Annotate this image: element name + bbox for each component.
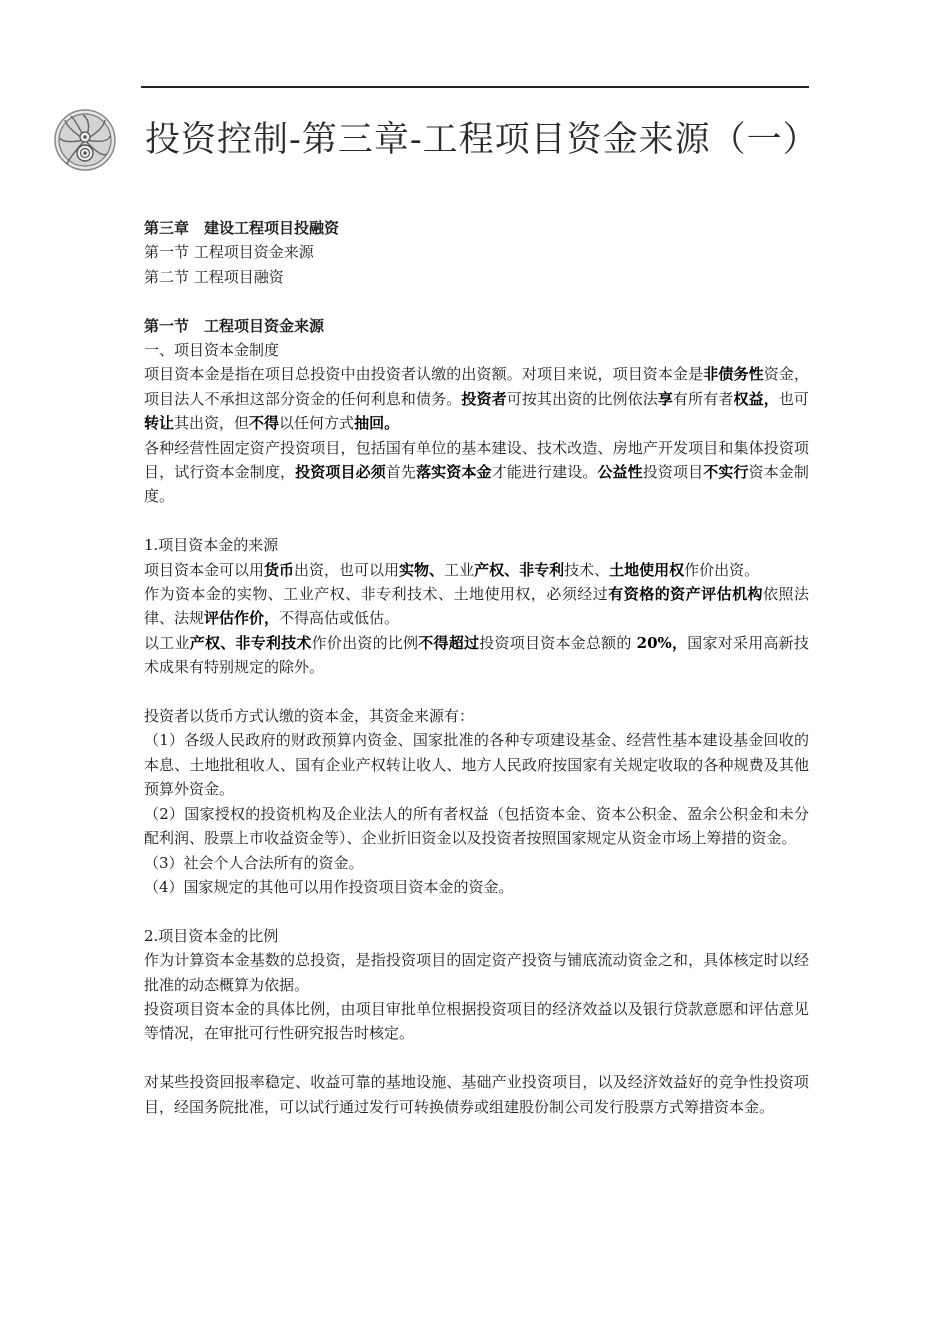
text: 国家对采用高新技术成果有特别规定的除外。 — [144, 633, 809, 677]
rosette-logo-icon — [53, 108, 117, 172]
page-title: 投资控制-第三章-工程项目资金来源（一） — [145, 120, 819, 160]
list-item: （1）各级人民政府的财政预算内资金、国家批准的各种专项建设基金、经营性基本建设基金回收的本息、土地批租收人、国有企业产权转让收人、地方人民政府按国家有关规定收取的各种规费及其他预算外资金。 — [144, 731, 809, 799]
text: 可按其出资的比例依法 — [506, 389, 658, 408]
text: 以工业 — [144, 633, 190, 652]
header-rule — [141, 86, 809, 88]
bold-text: 转让 — [144, 414, 175, 433]
bold-text: 享 — [657, 389, 673, 408]
bold-text: 公益性 — [597, 463, 643, 482]
bold-text: 实物、 — [399, 560, 445, 579]
text: 作价出资的比例 — [311, 633, 419, 652]
subsection-heading: 2.项目资本金的比例 — [144, 926, 279, 945]
text: 首先 — [385, 463, 417, 482]
text: 也可 — [778, 389, 809, 408]
bold-text: 评估作价， — [204, 609, 280, 628]
bold-text: 不得超过 — [418, 633, 480, 652]
document-body — [144, 216, 809, 1119]
paragraph: 投资者以货币方式认缴的资本金，其资金来源有： — [144, 707, 475, 726]
list-item: （2）国家授权的投资机构及企业法人的所有者权益（包括资本金、资本公积金、盈余公积金和未分配利润、股票上市收益资金等）、企业折旧资金以及投资者按照国家规定从资金市场上筹措的资金。 — [144, 804, 809, 848]
chapter-heading: 第三章 建设工程项目投融资 — [144, 219, 340, 237]
text: 不得高估或低估。 — [279, 609, 400, 628]
text: 作为资本金的实物、工业产权、非专利技术、土地使用权，必须经过 — [144, 585, 609, 604]
paragraph — [144, 362, 809, 435]
text: 资金，项目法人不承担这部分资金的任何利息和债务。 — [144, 365, 809, 408]
bold-text: 权益， — [733, 389, 779, 408]
bold-text: 不得 — [249, 414, 280, 433]
text: 项目资本金可以用 — [144, 560, 265, 579]
bold-text: 货币 — [264, 560, 295, 579]
toc-item: 第二节 工程项目融资 — [144, 267, 284, 286]
bold-text: 土地使用权 — [609, 560, 685, 579]
text: 资本金制度。 — [144, 463, 809, 506]
text: 项目资本金是指在项目总投资中由投资者认缴的出资额。对项目来说，项目资本金是 — [144, 365, 704, 384]
bold-text: 产权、非专利技术 — [189, 633, 312, 652]
bold-text: 产权、非专利 — [474, 560, 565, 579]
text: 技术、 — [564, 560, 610, 579]
paragraph — [144, 582, 809, 631]
text: 才能进行建设。 — [491, 463, 598, 482]
paragraph — [144, 558, 809, 582]
bold-text: 非债务性 — [703, 365, 764, 384]
paragraph: 投资项目资本金的具体比例，由项目审批单位根据投资项目的经济效益以及银行贷款意愿和评估意见等情况，在审批可行性研究报告时核定。 — [144, 999, 809, 1043]
toc-item: 第一节 工程项目资金来源 — [144, 243, 314, 262]
subsection-heading: 1.项目资本金的来源 — [144, 536, 279, 555]
subsection-heading: 一、项目资本金制度 — [144, 341, 280, 360]
list-item: （3）社会个人合法所有的资金。 — [144, 853, 364, 872]
text: 投资项目 — [642, 463, 704, 482]
bold-text: 不实行 — [703, 463, 749, 482]
text: 作价出资。 — [684, 560, 760, 579]
text: 工业 — [444, 560, 475, 579]
section-heading: 第一节 工程项目资金来源 — [144, 316, 325, 335]
list-item: （4）国家规定的其他可以用作投资项目资本金的资金。 — [144, 877, 514, 896]
bold-text: 抽回。 — [354, 414, 400, 433]
paragraph — [144, 631, 809, 680]
bold-text: 落实资本金 — [416, 463, 492, 482]
text: 出资，也可以用 — [294, 560, 400, 579]
bold-text: 有资格的资产评估机构 — [608, 585, 764, 604]
paragraph: 对某些投资回报率稳定、收益可靠的基地设施、基础产业投资项目，以及经济效益好的竞争性投资项目，经国务院批准，可以试行通过发行可转换债券或组建股份制公司发行股票方式筹措资本金。 — [144, 1073, 809, 1116]
text: 有所有者 — [673, 389, 734, 408]
text: 依照法律、法规 — [144, 585, 809, 628]
paragraph: 作为计算资本金基数的总投资，是指投资项目的固定资产投资与铺底流动资金之和，具体核定时以经批准的动态概算为依据。 — [144, 951, 809, 994]
text: 各种经营性固定资产投资项目，包括国有单位的基本建设、技术改造、房地产开发项目和集体投资项目，试行资本金制度， — [144, 438, 809, 482]
bold-text: 投资者 — [461, 389, 507, 408]
text: 以任何方式 — [279, 414, 355, 433]
text: 投资项目资本金总额的 — [479, 633, 637, 652]
paragraph — [144, 436, 809, 509]
text: 其出资，但 — [174, 414, 250, 433]
bold-text: 投资项目必须 — [295, 463, 386, 482]
bold-text: 20%， — [636, 633, 688, 652]
